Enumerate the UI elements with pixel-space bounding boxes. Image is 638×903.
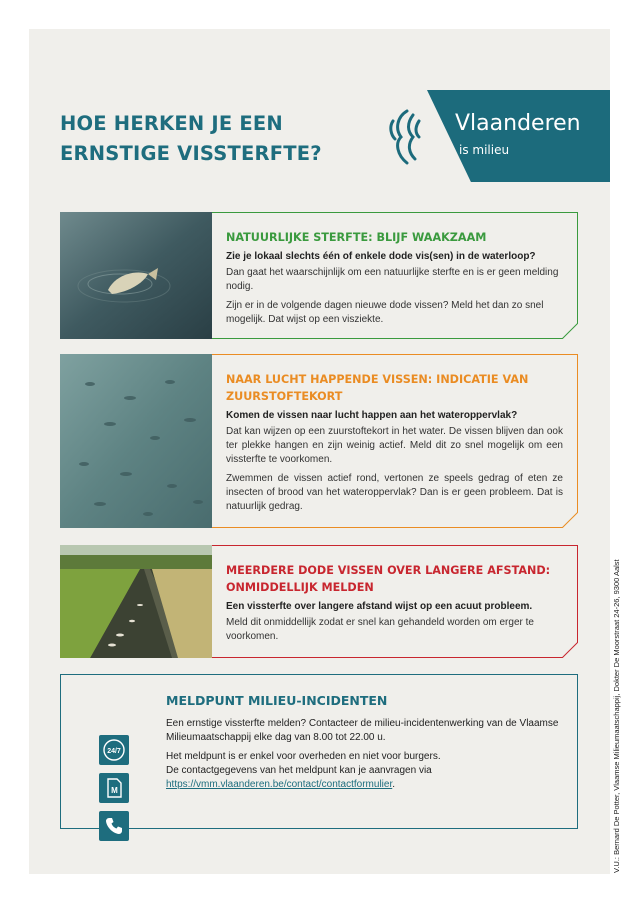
meldpunt-title: MELDPUNT MILIEU-INCIDENTEN bbox=[166, 693, 388, 708]
document-m-icon bbox=[99, 773, 129, 803]
card-paragraph: Dat kan wijzen op een zuurstoftekort in het water. De vissen blijven dan ook ter plekke hangen en zijn weinig actief. Meld dit zo snel mogelijk om een vissterfte te voorkomen. bbox=[226, 426, 563, 465]
card-question: Een vissterfte over langere afstand wijst op een acuut probleem. bbox=[226, 601, 533, 612]
logo-subtitle: is milieu bbox=[459, 143, 510, 157]
photo-dead-fish bbox=[60, 212, 212, 339]
card-air-gulping-fish bbox=[60, 354, 578, 528]
card-question: Komen de vissen naar lucht happen aan het wateroppervlak? bbox=[226, 410, 518, 421]
card-corner-cut bbox=[562, 512, 578, 528]
contact-form-link[interactable]: https://vmm.vlaanderen.be/contact/contactformulier bbox=[166, 779, 393, 790]
link-period: . bbox=[392, 779, 396, 790]
card-frame-red bbox=[212, 545, 578, 658]
card-paragraph: Meld dit onmiddellijk zodat er snel kan gehandeld worden om erger te voorkomen. bbox=[226, 617, 534, 642]
poster-sheet bbox=[29, 29, 610, 874]
publisher-note: V.U.: Bernard De Potter, Vlaamse Milieumaatschappij, Dokter De Moorstraat 24-26, 9300 Aalst bbox=[612, 559, 621, 873]
card-paragraph: Zwemmen de vissen actief rond, vertonen ze speels gedrag of eten ze insecten of brood van het wateroppervlak? Dan is er geen probleem. Dat is natuurlijk gedrag. bbox=[226, 473, 563, 512]
card-multiple-dead-fish bbox=[60, 545, 578, 658]
card-natural-death bbox=[60, 212, 578, 339]
card-heading: NAAR LUCHT HAPPENDE VISSEN: INDICATIE VAN ZUURSTOFTEKORT bbox=[226, 373, 529, 403]
card-frame-orange bbox=[212, 354, 578, 528]
meldpunt-paragraph: Een ernstige vissterfte melden? Contacteer de milieu-incidentenwerking van de Vlaamse Milieumaatschappij elke dag van 8.00 tot 22.00 u. bbox=[166, 718, 559, 743]
photo-canal-dead-fish bbox=[60, 545, 212, 658]
card-heading: MEERDERE DODE VISSEN OVER LANGERE AFSTAND: ONMIDDELLIJK MELDEN bbox=[226, 564, 551, 594]
title-line-2: ERNSTIGE VISSTERFTE? bbox=[60, 142, 322, 165]
card-heading: NATUURLIJKE STERFTE: BLIJF WAAKZAAM bbox=[226, 231, 487, 244]
phone-icon bbox=[99, 811, 129, 841]
vlaanderen-logo-banner bbox=[427, 90, 610, 182]
card-paragraph: Zijn er in de volgende dagen nieuwe dode vissen? Meld het dan zo snel mogelijk. Dat wijst op een visziekte. bbox=[226, 300, 544, 325]
flemish-lion-icon bbox=[387, 107, 427, 167]
24-7-clock-icon bbox=[99, 735, 129, 765]
meldpunt-paragraph bbox=[166, 750, 566, 792]
title-line-1: HOE HERKEN JE EEN bbox=[60, 112, 283, 135]
photo-fish-surface bbox=[60, 354, 212, 528]
card-corner-cut bbox=[562, 642, 578, 658]
card-paragraph: Dan gaat het waarschijnlijk om een natuurlijke sterfte en is er geen melding nodig. bbox=[226, 267, 559, 292]
meldpunt-body bbox=[166, 717, 566, 792]
page-title bbox=[60, 109, 360, 169]
meldpunt-line: De contactgegevens van het meldpunt kan je aanvragen via bbox=[166, 765, 432, 776]
logo-name: Vlaanderen bbox=[455, 111, 581, 136]
svg-text:24/7: 24/7 bbox=[107, 748, 121, 755]
svg-text:M: M bbox=[111, 786, 118, 795]
card-frame-green bbox=[212, 212, 578, 339]
meldpunt-line: Het meldpunt is er enkel voor overheden en niet voor burgers. bbox=[166, 751, 441, 762]
card-question: Zie je lokaal slechts één of enkele dode vis(sen) in de waterloop? bbox=[226, 251, 536, 262]
card-corner-cut bbox=[562, 323, 578, 339]
meldpunt-box bbox=[60, 674, 578, 829]
